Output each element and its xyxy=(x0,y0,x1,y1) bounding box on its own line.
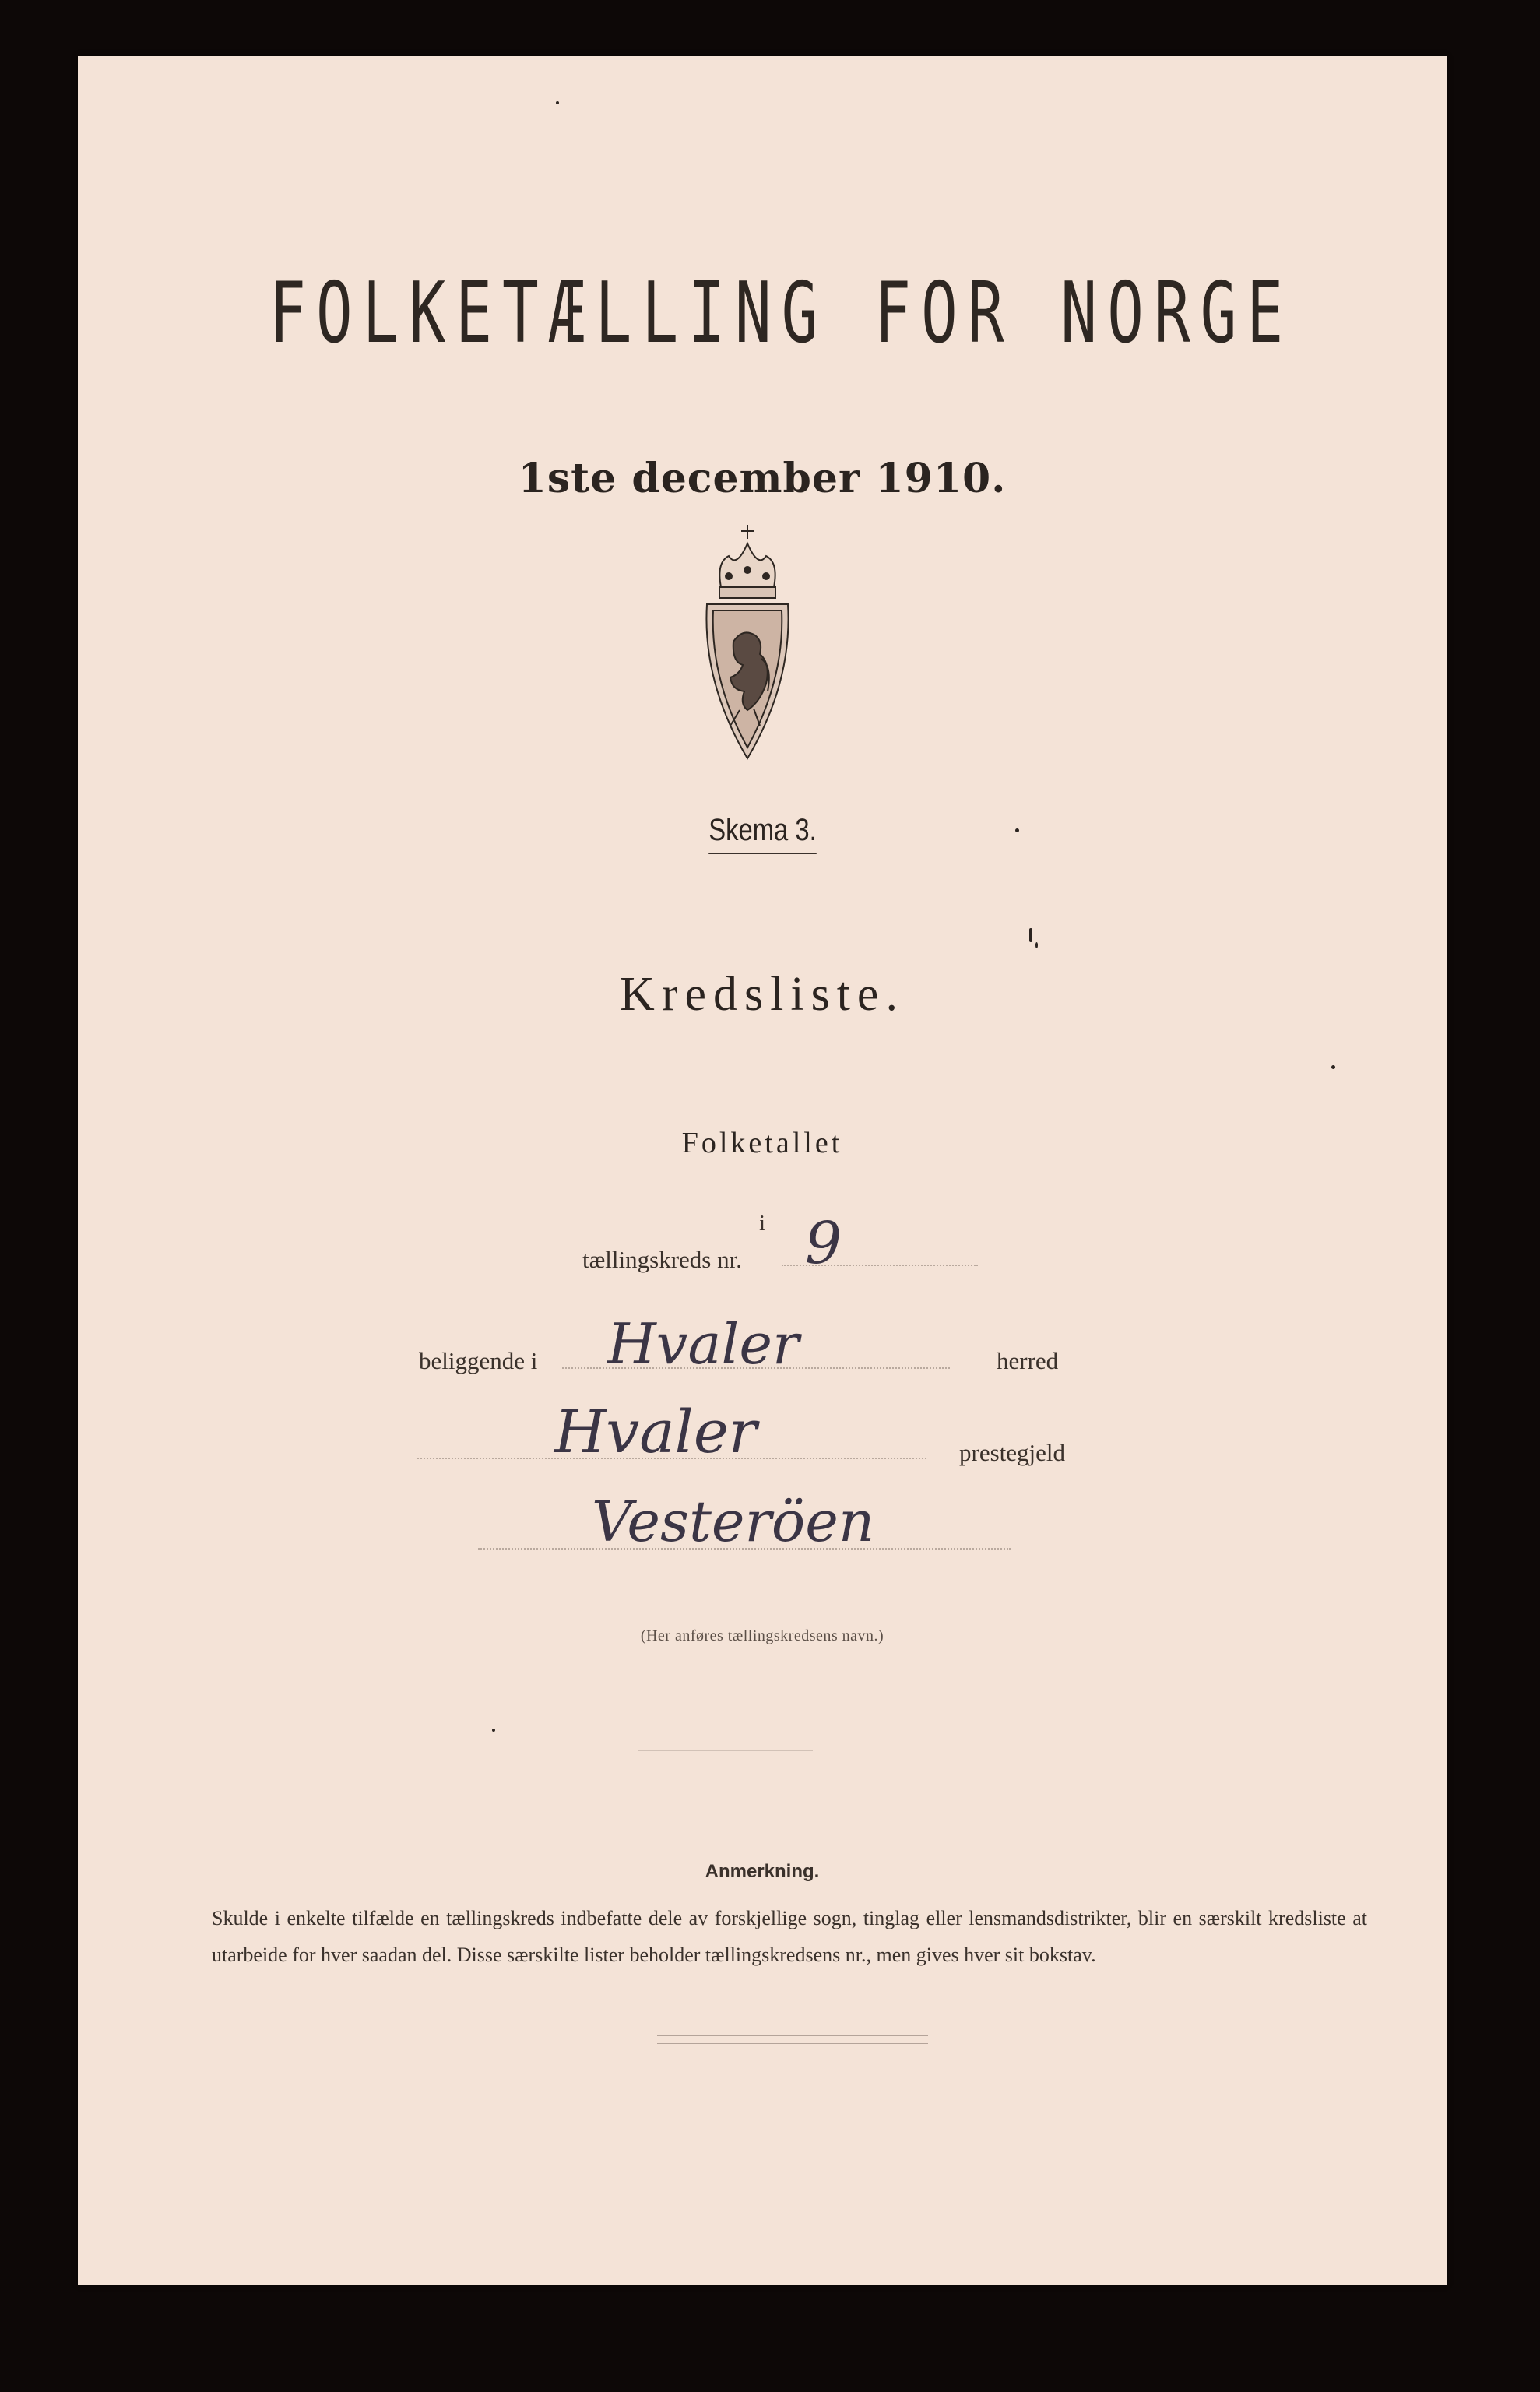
census-date: 1ste december 1910. xyxy=(518,455,1007,502)
district-number-label: tællingskreds nr. xyxy=(582,1246,742,1273)
municipality-value: Hvaler xyxy=(607,1311,800,1377)
closing-rule-bottom xyxy=(657,2043,928,2044)
ink-speck xyxy=(1331,1065,1335,1069)
population-subtitle: Folketallet xyxy=(681,1127,843,1159)
norwegian-coat-of-arms-icon xyxy=(685,511,810,768)
district-name-value: Vesteröen xyxy=(592,1489,875,1554)
ink-mark xyxy=(1029,928,1032,942)
separator-line xyxy=(638,1750,813,1751)
parish-label: prestegjeld xyxy=(959,1439,1066,1466)
remark-title: Anmerkning. xyxy=(705,1861,820,1882)
census-form-page xyxy=(78,56,1447,2285)
schema-number xyxy=(78,813,1447,854)
district-name-note: (Her anføres tællingskredsens navn.) xyxy=(640,1627,884,1644)
schema-label: Skema 3. xyxy=(708,813,817,854)
ink-mark xyxy=(1035,942,1038,948)
ink-speck xyxy=(556,101,559,104)
form-header-title: FOLKETÆLLING FOR NORGE xyxy=(269,265,1294,362)
located-in-label: beliggende i xyxy=(419,1347,538,1374)
herred-label: herred xyxy=(997,1347,1059,1374)
parish-value: Hvaler xyxy=(554,1397,758,1466)
ink-speck xyxy=(1015,828,1019,832)
form-title: Kredsliste. xyxy=(620,968,905,1021)
closing-rule-top xyxy=(657,2035,928,2036)
district-number-value: 9 xyxy=(805,1210,842,1277)
preposition: i xyxy=(759,1212,765,1236)
remark-text: Skulde i enkelte tilfælde en tællingskreds indbefatte dele av forskjellige sogn, tinglag eller lensmandsdistrikter, blir en særskilt kredsliste at utarbeide for hver saadan del. Disse særskilte lister beholder tællingskredsens nr., men gives hver sit bokstav. xyxy=(212,1907,1367,1966)
ink-speck xyxy=(492,1729,495,1732)
